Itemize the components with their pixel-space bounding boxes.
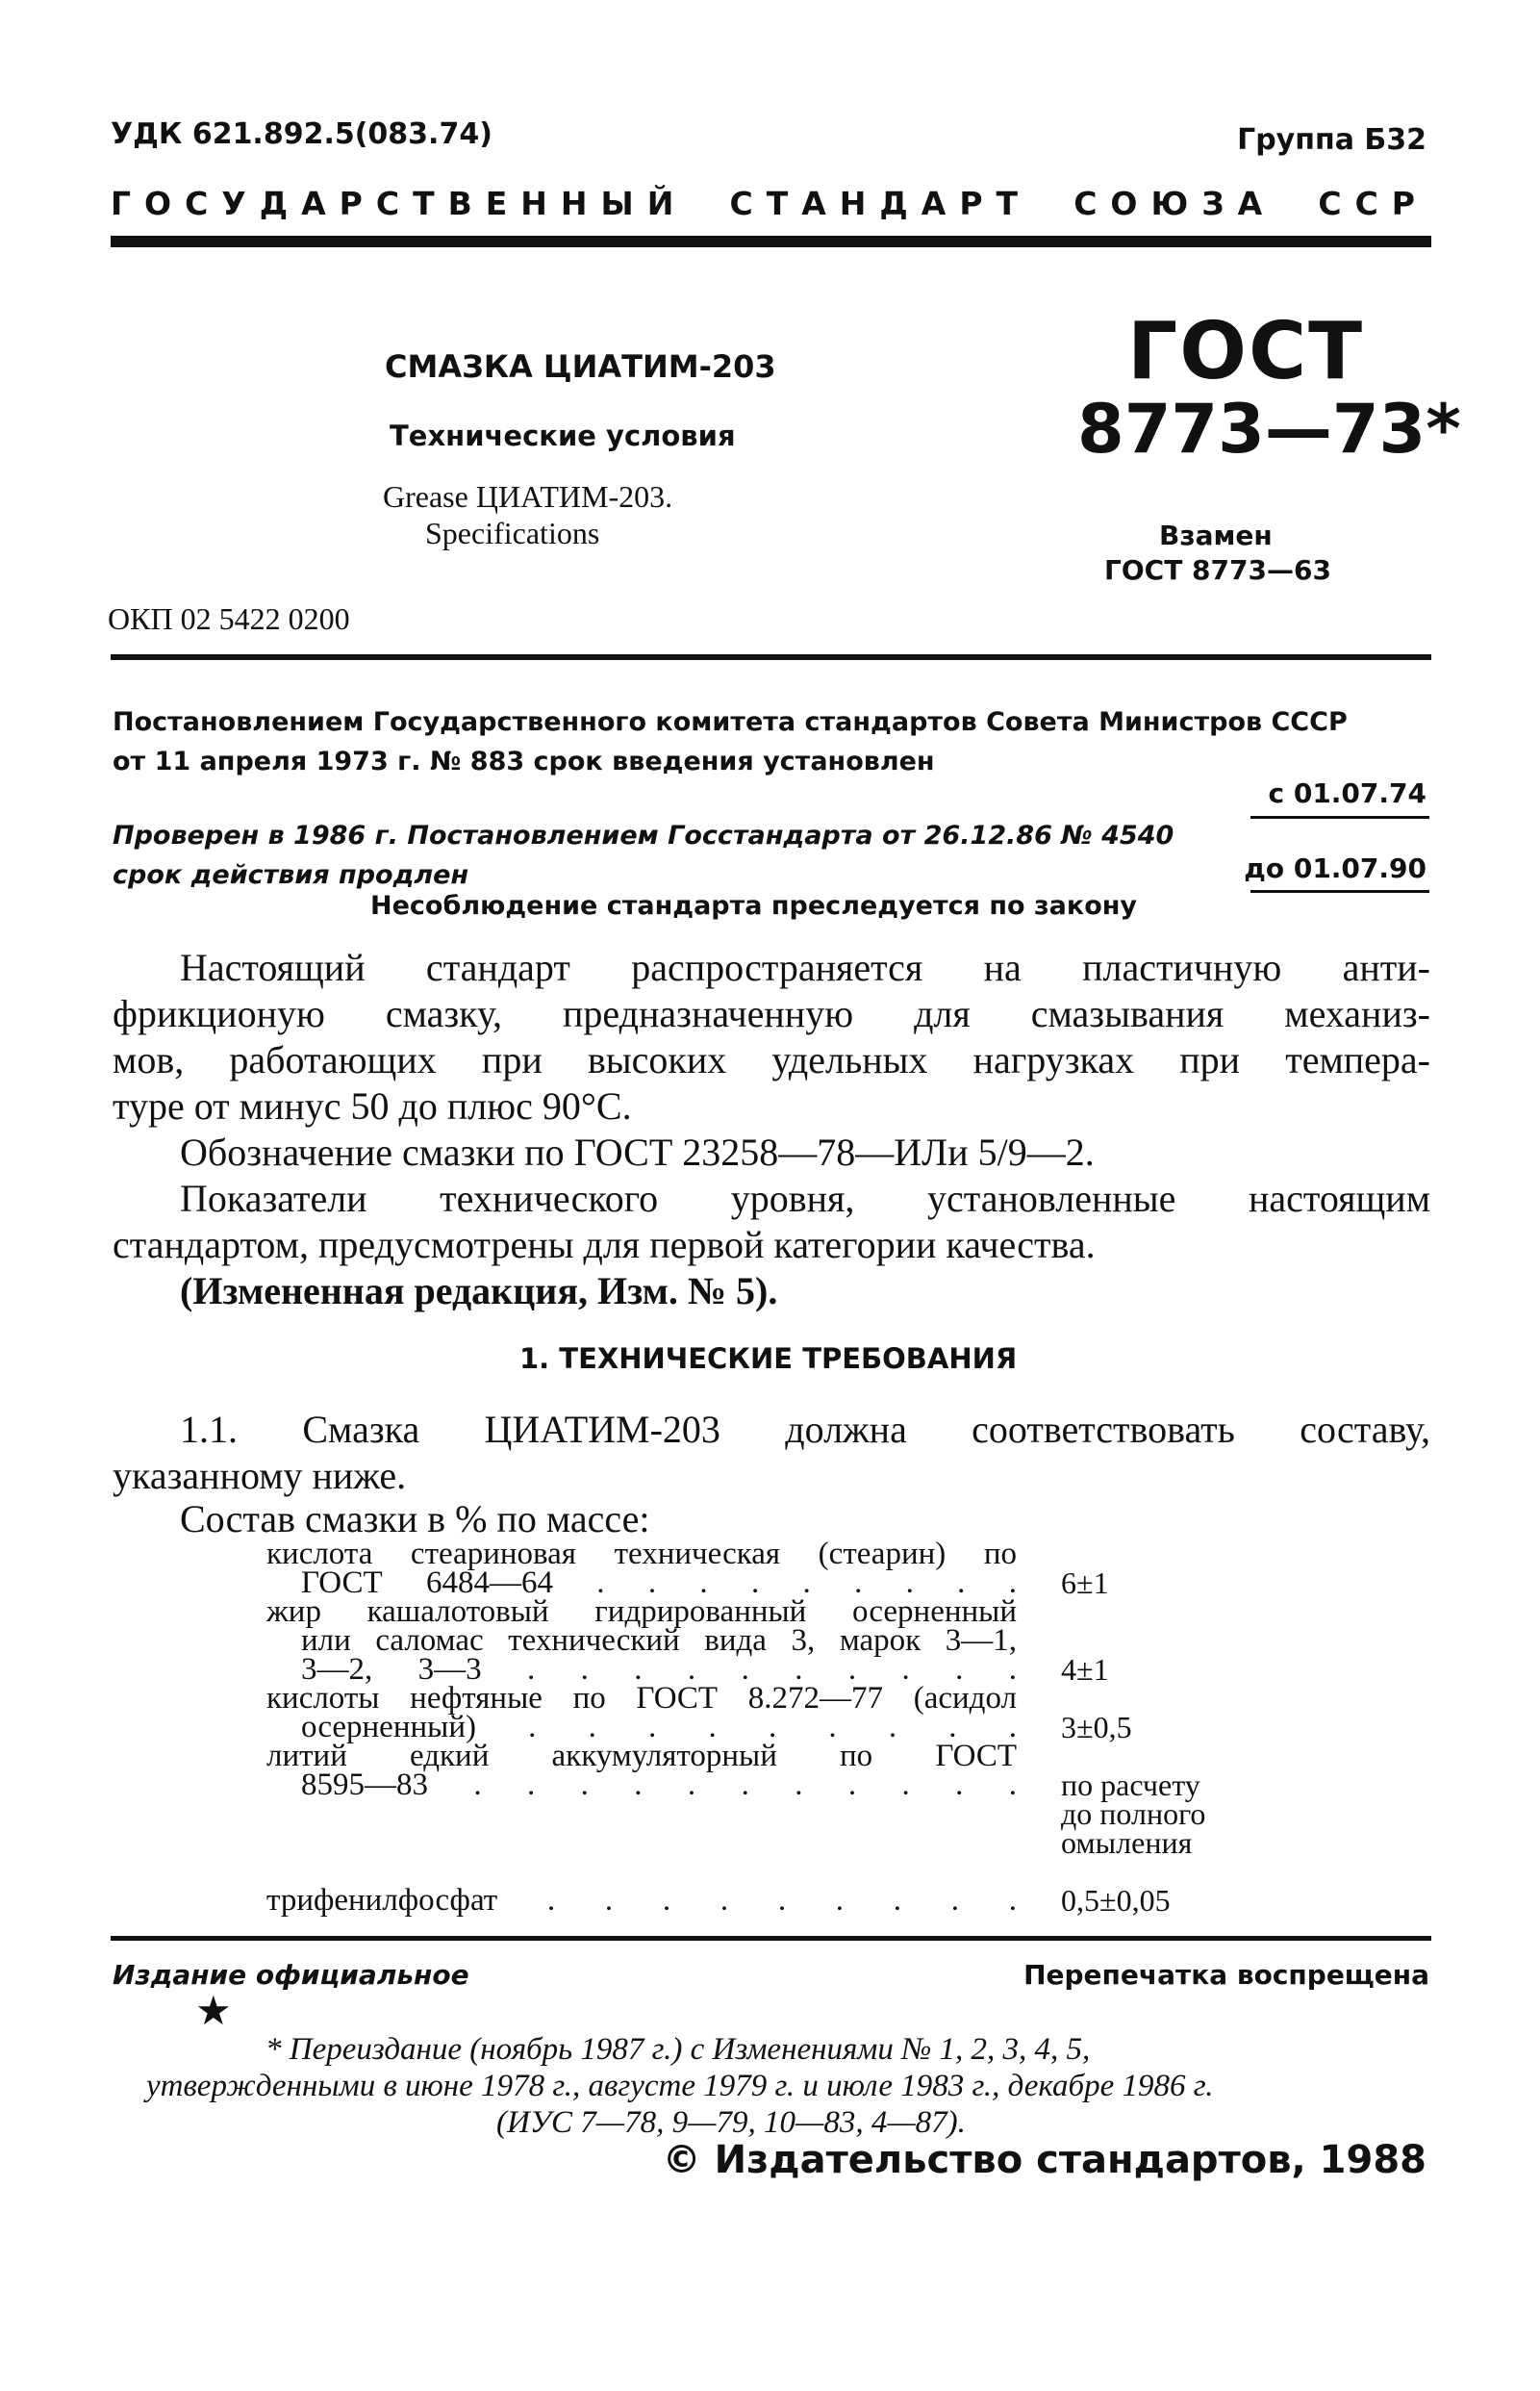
udk-code: УДК 621.892.5(083.74): [111, 117, 492, 151]
composition-value: 3±0,5: [1061, 1710, 1132, 1744]
checked-text: [113, 816, 1174, 895]
intro-paragraph-1: [113, 945, 1430, 1130]
composition-text: кислоты нефтяные по ГОСТ 8.272—77 (асидол: [266, 1681, 1017, 1716]
composition-text: литий едкий аккумуляторный по ГОСТ: [266, 1739, 1017, 1773]
composition-row: [266, 1883, 1017, 1918]
composition-value: 0,5±0,05: [1061, 1883, 1171, 1918]
intro-paragraph-3: [113, 1176, 1430, 1268]
banner-word-4: ССР: [1318, 185, 1428, 222]
composition-row: [266, 1537, 1017, 1600]
banner-word-2: СТАНДАРТ: [729, 185, 1032, 222]
text-line: 1.1. Смазка ЦИАТИМ-203 должна соответствовать составу,: [180, 1408, 1430, 1451]
gost-label: ГОСТ: [1127, 306, 1365, 397]
text-line: указанному ниже.: [113, 1454, 407, 1497]
text-line: туре от минус 50 до плюс 90°С.: [113, 1084, 632, 1128]
composition-text: 3—2, 3—3 . . . . . . . . . .: [301, 1652, 1017, 1687]
banner-word-1: ГОСУДАРСТВЕННЫЙ: [111, 185, 688, 222]
intro-paragraph-2: Обозначение смазки по ГОСТ 23258—78—ИЛи 5/9—2.: [180, 1131, 1095, 1174]
composition-value: 6±1: [1061, 1565, 1109, 1600]
okp-code: ОКП 02 5422 0200: [108, 601, 350, 636]
reissue-line-2: утвержденными в июне 1978 г., августе 1979 г. и июле 1983 г., декабре 1986 г.: [146, 2069, 1214, 2103]
doc-subtitle: Технические условия: [390, 420, 736, 452]
doc-title: СМАЗКА ЦИАТИМ-203: [385, 348, 776, 385]
header-rule: [111, 236, 1431, 247]
composition-text: ГОСТ 6484—64 . . . . . . . . .: [301, 1565, 1017, 1600]
item-1-1: [113, 1407, 1430, 1499]
decree-text: [113, 702, 1348, 781]
english-subtitle: Specifications: [425, 516, 600, 550]
noncompliance-note: Несоблюдение стандарта преследуется по закону: [370, 891, 1138, 921]
date-underline: [1250, 890, 1429, 893]
replaces-value: ГОСТ 8773—63: [1104, 554, 1331, 586]
composition-row: [266, 1739, 1017, 1802]
value-line: по расчету: [1061, 1768, 1200, 1802]
value-line: до полного: [1061, 1796, 1206, 1831]
checked-line-1: Проверен в 1986 г. Постановлением Госстандарта от 26.12.86 № 4540: [113, 821, 1174, 851]
composition-row: [266, 1594, 1017, 1687]
reissue-line-3: (ИУС 7—78, 9—79, 10—83, 4—87).: [496, 2105, 966, 2140]
text-line: мов, работающих при высоких удельных нагрузках при темпера-: [113, 1038, 1430, 1081]
decree-line-2: от 11 апреля 1973 г. № 883 срок введения установлен: [113, 747, 935, 776]
composition-text: кислота стеариновая техническая (стеарин) по: [266, 1537, 1017, 1571]
publisher: © Издательство стандартов, 1988: [662, 2138, 1426, 2182]
gost-number: 8773—73*: [1077, 390, 1461, 469]
composition-label: Состав смазки в % по массе:: [180, 1497, 650, 1540]
english-title: Grease ЦИАТИМ-203.: [383, 479, 673, 514]
composition-text: трифенилфосфат . . . . . . . . .: [266, 1883, 1017, 1918]
edition-note: (Измененная редакция, Изм. № 5).: [180, 1269, 778, 1312]
text-line: Настоящий стандарт распространяется на пластичную анти-: [180, 946, 1430, 989]
section-heading: 1. ТЕХНИЧЕСКИЕ ТРЕБОВАНИЯ: [519, 1342, 1018, 1375]
star-icon: ★: [195, 1987, 232, 2034]
reissue-line-1: * Переиздание (ноябрь 1987 г.) с Изменениями № 1, 2, 3, 4, 5,: [265, 2032, 1091, 2067]
official-edition: Издание официальное: [113, 1959, 469, 1991]
composition-text: жир кашалотовый гидрированный осерненный: [266, 1594, 1017, 1629]
replaces-label: Взамен: [1159, 520, 1273, 551]
composition-text: осерненный) . . . . . . . . .: [301, 1710, 1017, 1744]
composition-row: [266, 1681, 1017, 1744]
value-line: омыления: [1061, 1825, 1193, 1860]
banner-word-3: СОЮЗА: [1073, 185, 1276, 222]
text-line: фрикционую смазку, предназначенную для смазывания механиз-: [113, 992, 1430, 1035]
extended-date: до 01.07.90: [1244, 852, 1426, 884]
decree-line-1: Постановлением Государственного комитета стандартов Совета Министров СССР: [113, 707, 1348, 737]
text-line: стандартом, предусмотрены для первой категории качества.: [113, 1223, 1096, 1266]
date-underline: [1250, 816, 1429, 819]
composition-text: или саломас технический вида 3, марок 3—1,: [301, 1623, 1017, 1658]
effective-date: с 01.07.74: [1268, 777, 1426, 809]
text-line: Показатели технического уровня, установленные настоящим: [180, 1177, 1430, 1220]
composition-value: 4±1: [1061, 1652, 1109, 1687]
state-standard-banner: [111, 185, 1428, 222]
composition-text: 8595—83 . . . . . . . . . . .: [301, 1768, 1017, 1802]
group-code: Группа Б32: [1237, 123, 1426, 157]
checked-line-2: срок действия продлен: [113, 860, 469, 890]
title-rule: [111, 654, 1431, 660]
footer-rule: [111, 1936, 1431, 1941]
composition-value: [1061, 1768, 1206, 1860]
reprint-prohibited: Перепечатка воспрещена: [1023, 1959, 1429, 1991]
